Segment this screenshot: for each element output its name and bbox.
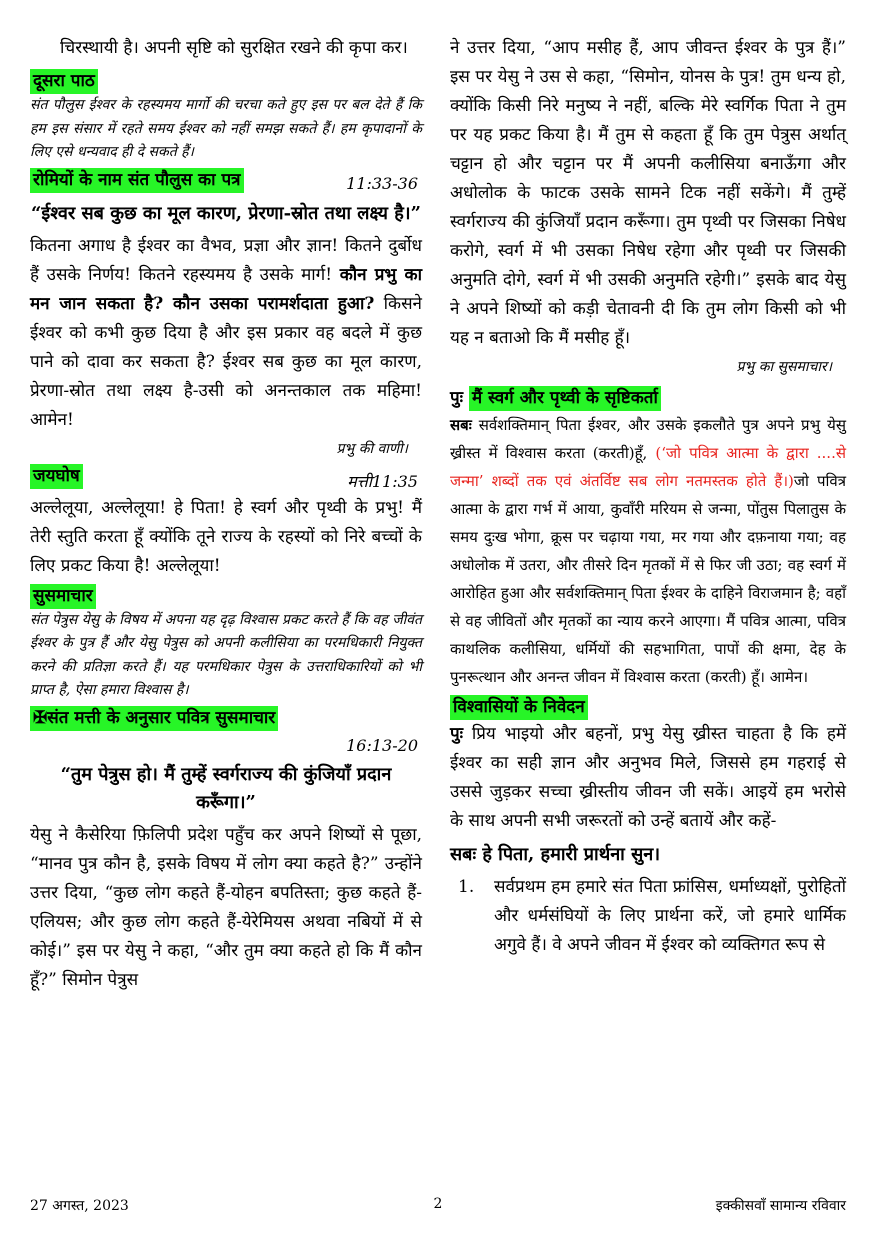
prayers-intro: प्रिय भाइयो और बहनों, प्रभु येसु ख्रीस्त चाहता है कि हमें ईश्वर का सही ज्ञान और अनुभव मिले, जिससे हम गहराई से उससे जुड़कर सच्चा ख्रीस्तीय जीवन जी सकें। आइयें हम भरोसे के साथ अपनी सभी जरूरतों को उन्हें बतायें और कहें- [450,724,847,831]
creed-all: सबः [450,416,472,434]
creed-text-2: जो पवित्र आत्मा के द्वारा गर्भ में आया, कुवाँरी मरियम से जन्मा, पोंतुस पिलातुस के समय दुःख भोगा, क्रूस पर चढ़ाया गया, मर गया और दफ़नाया गया; वह अधोलोक में उतरा, और तीसरे दिन मृतकों में से फिर जी उठा; वह स्वर्ग में आरोहित हुआ और सर्वशक्तिमान् पिता ईश्वर के दाहिने विराजमान है; वहाँ से वह जीवितों और मृतकों का न्याय करने आएगा। मैं पवित्र आत्मा, पवित्र काथलिक कलीसिया, धर्मियों की सहभागिता, पापों की क्षमा, देह के पुनरूत्थान और अनन्त जीवन में विश्वास करता (करती) हूँ। आमेन। [450,472,846,686]
romans-heading-row [30,168,422,198]
prayer-item-1-number: 1. [458,877,475,897]
prayer-item-1 [450,873,846,960]
intro-text: चिरस्थायी है। अपनी सृष्टि को सुरक्षित रखने की कृपा कर। [60,38,408,58]
acclamation-heading-row [30,464,422,494]
left-column [30,34,422,995]
matthew-ref: 16:13-20 [346,735,418,755]
matthew-text: येसु ने कैसेरिया फ़िलिपी प्रदेश पहुँच कर अपने शिष्यों से पूछा, “मानव पुत्र कौन है, इसके विषय में लोग क्या कहते है?” उन्होंने उत्तर दिया, “कुछ लोग कहते हैं-योहन बपतिस्ता; कुछ कहते हैं-एलियस; और कुछ लोग कहते हैं-येरेमियस अथवा नबियों में से कोई।” इस पर येसु ने कहा, “और तुम क्या कहते हो कि मैं कौन हूँ?” सिमोन पेत्रुस [30,824,422,990]
footer-date: 27 अगस्त, 2023 [30,1198,129,1214]
creed-rubric: (‘जो पवित्र आत्मा के द्वारा ....से जन्मा’ शब्दों तक एवं अंतर्विष्ट सब लोग नतमस्तक होते हैं।) [450,444,846,490]
matthew-heading: ✠संत मत्ती के अनुसार पवित्र सुसमाचार [30,706,278,731]
second-reading-summary: संत पौलुस ईश्वर के रहस्यमय मार्गो की चरचा कते हुए इस पर बल देते हैं कि हम इस संसार में रहते समय ईश्वर को नहीं समझ सकते हैं। हम कृपादानों के लिए एसे धन्यवाद ही दे सकते हैं। [30,97,422,160]
gospel-of-lord: प्रभु का सुसमाचार। [736,359,832,375]
creed-text [450,411,846,691]
matthew-quote: “तुम पेत्रुस हो। मैं तुम्हें स्वर्गराज्य की कुंजियाँ प्रदान करूँगा।” [60,763,392,813]
prayer-item-1-text: सर्वप्रथम हम हमारे संत पिता फ्रांसिस, धर्माध्यक्षों, पुरोहितों और धर्मसंघियों के लिए प्रार्थना करें, जो हमारे धार्मिक अगुवे हैं। वे अपने जीवन में ईश्वर को व्यक्तिगत रूप से [494,877,846,955]
gospel-continued: ने उत्तर दिया, “आप मसीह हैं, आप जीवन्त ईश्वर के पुत्र हैं।” इस पर येसु ने उस से कहा, “सिमोन, योनस के पुत्र! तुम धन्य हो, क्योंकि किसी निरे मनुष्य ने नहीं, बल्कि मेरे स्वर्गिक पिता ने तुम पर यह प्रकट किया है। मैं तुम से कहता हूँ कि तुम पेत्रुस अर्थात् चट्टान हो और चट्टान पर मैं अपनी कलीसिया बनाऊँगा और अधोलोक के फाटक उसके सामने टिक नहीं सकेंगे। मैं तुम्हें स्वर्गराज्य की कुंजियाँ प्रदान करूँगा। तुम पृथ्वी पर जिसका निषेध करोगे, स्वर्ग में भी उसका निषेध रहेगा और पृथ्वी पर जिसकी अनुमति दोगे, स्वर्ग में भी उसकी अनुमति रहेगी।” इसके बाद येसु ने अपने शिष्यों को कड़ी चेतावनी दी कि तुम लोग किसी को भी यह न बताओ कि मैं मसीह हूँ। [450,38,846,348]
gospel-heading: सुसमाचार [30,584,96,609]
footer [30,1196,846,1218]
romans-heading: रोमियों के नाम संत पौलुस का पत्र [30,168,244,193]
acclamation-ref: मत्ती11:35 [347,471,418,491]
creed-text-1: सर्वशक्तिमान् पिता ईश्वर, और उसके इकलौते पुत्र अपने प्रभु येसु ख्रीस्त में विश्वास करता (करती)हूँ, [450,416,846,462]
footer-page-number: 2 [433,1196,443,1212]
footer-sunday-title: इक्कीसवाँ सामान्य रविवार [715,1198,846,1214]
second-reading-heading: दूसरा पाठ [30,69,98,94]
romans-ref: 11:33-36 [346,173,418,193]
romans-quote: “ईश्वर सब कुछ का मूल कारण, प्रेरणा-स्रोत तथा लक्ष्य है।” [31,202,421,224]
acclamation-text: अल्लेलूया, अल्लेलूया! हे पिता! हे स्वर्ग और पृथ्वी के प्रभु! मैं तेरी स्तुति करता हूँ क्योंकि तूने राज्य के रहस्यों को निरे बच्चों के लिए प्रकट किया है! अल्लेलूया! [30,497,422,576]
prayers-prefix: पुः [450,724,464,744]
prayers-intro-block [450,720,846,836]
romans-text-1: कितना अगाध है ईश्वर का वैभव, प्रज्ञा और ज्ञान! कितने दुर्बोध हैं उसके निर्णय! कितने रहस्यमय है उसके मार्ग! [30,235,422,285]
romans-text [30,232,422,435]
gospel-summary: संत पेत्रुस येसु के विषय में अपना यह दृढ़ विश्वास प्रकट करते हैं कि वह जीवंत ईश्वर के पुत्र हैं और येसु पेत्रुस को अपनी कलीसिया का परमधिकारी नियुक्त करने की प्रतिज्ञा करते हैं। यह परमधिकार पेत्रुस के उत्तराधिकारियों को भी प्राप्त है, ऐसा हमारा विश्वास है। [30,611,422,698]
acclamation-heading: जयघोष [30,464,83,489]
prayers-response: सबः हे पिता, हमारी प्रार्थना सुन। [450,844,661,865]
romans-text-2: किसने ईश्वर को कभी कुछ दिया है और इस प्रकार वह बदले में कुछ पाने को दावा कर सकता है? ईश्वर सब कुछ का मूल कारण, प्रेरणा-स्रोत तथा लक्ष्य है-उसी को अनन्तकाल तक महिमा! आमेन! [30,293,422,430]
prayers-heading: विश्वासियों के निवेदन [450,695,588,720]
word-of-lord: प्रभु की वाणी। [336,440,408,457]
creed-heading-row [450,385,846,411]
creed-prefix: पुः [450,388,464,408]
romans-text-bold: कौन प्रभु का मन जान सकता है? कौन उसका परामर्शदाता हुआ? [30,264,422,314]
creed-heading: मैं स्वर्ग और पृथ्वी के सृष्टिकर्ता [469,386,661,411]
right-column [450,34,846,960]
